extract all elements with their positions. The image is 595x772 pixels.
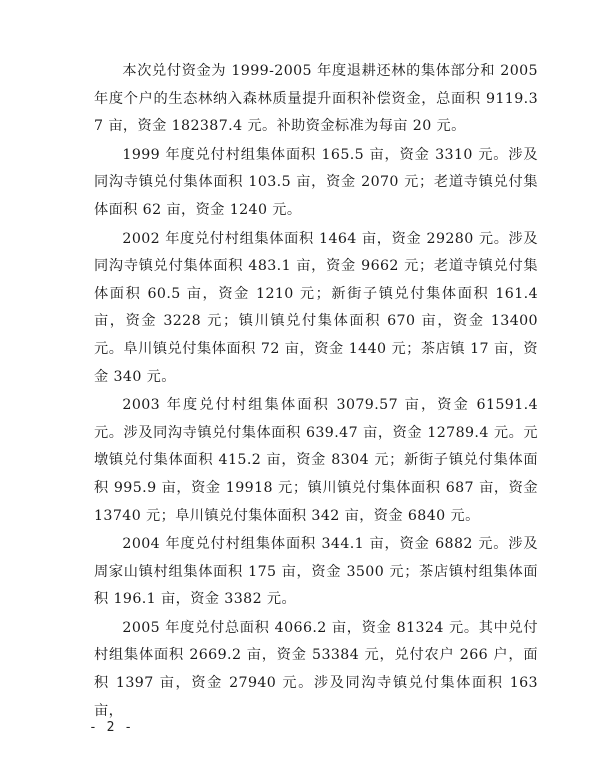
paragraph-year-2002: 2002 年度兑付村组集体面积 1464 亩，资金 29280 元。涉及同沟寺镇兑付集体面积 483.1 亩，资金 9662 元；老道寺镇兑付集体面积 60.5 亩，资金 1210 元；新街子镇兑付集体面积 161.4 亩，资金 3228 元；镇川镇兑付集体面积 670 亩，资金 13400 元。阜川镇兑付集体面积 72 亩，资金 1440 元；茶店镇 17 亩，资金 340 元。	[94, 230, 538, 385]
paragraph-year-2005: 2005 年度兑付总面积 4066.2 亩，资金 81324 元。其中兑付村组集体面积 2669.2 亩，资金 53384 元，兑付农户 266 户，面积 1397 亩，资金 27940 元。涉及同沟寺镇兑付集体面积 163 亩，	[94, 619, 538, 719]
page-number: - 2 -	[89, 720, 134, 735]
paragraph-year-1999: 1999 年度兑付村组集体面积 165.5 亩，资金 3310 元。涉及同沟寺镇兑付集体面积 103.5 亩，资金 2070 元；老道寺镇兑付集体面积 62 亩，资金 1240 元。	[94, 146, 538, 218]
paragraph-year-2004: 2004 年度兑付村组集体面积 344.1 亩，资金 6882 元。涉及周家山镇村组集体面积 175 亩，资金 3500 元；茶店镇村组集体面积 196.1 亩，资金 3382 元。	[94, 536, 538, 608]
paragraph-funding-summary: 本次兑付资金为 1999-2005 年度退耕还林的集体部分和 2005 年度个户的生态林纳入森林质量提升面积补偿资金，总面积 9119.37 亩，资金 182387.4 元。补助资金标准为每亩 20 元。	[94, 63, 538, 135]
paragraph-year-2003: 2003 年度兑付村组集体面积 3079.57 亩，资金 61591.4 元。涉及同沟寺镇兑付集体面积 639.47 亩，资金 12789.4 元。元墩镇兑付集体面积 415.2 亩，资金 8304 元；新街子镇兑付集体面积 995.9 亩，资金 19918 元；镇川镇兑付集体面积 687 亩，资金 13740 元；阜川镇兑付集体面积 342 亩，资金 6840 元。	[94, 397, 538, 524]
body-text	[94, 58, 538, 725]
